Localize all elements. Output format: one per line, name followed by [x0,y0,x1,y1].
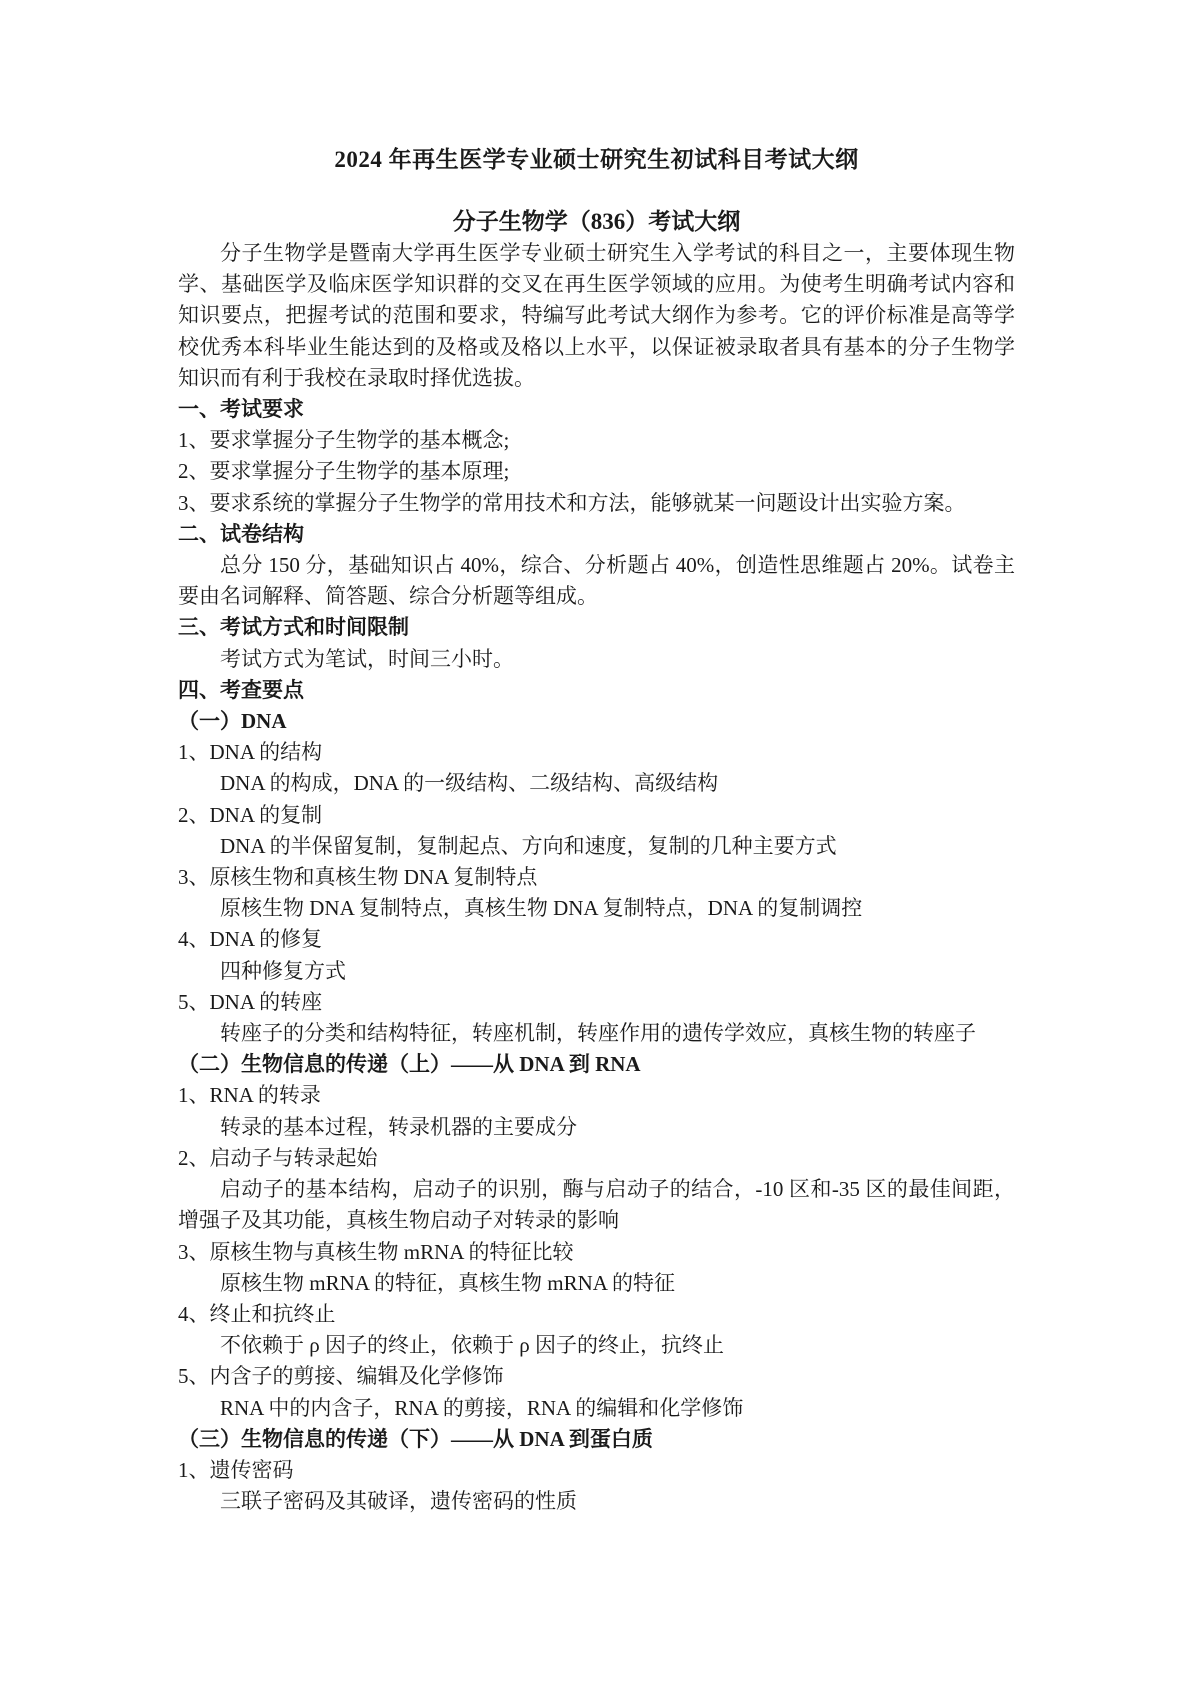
outline-item: 4、终止和抗终止 [178,1301,336,1326]
outline-item: 1、RNA 的转录 [178,1083,321,1108]
outline-detail: 不依赖于 ρ 因子的终止，依赖于 ρ 因子的终止，抗终止 [220,1333,724,1358]
subsection-heading: （二）生物信息的传递（上）——从 DNA 到 RNA [178,1052,641,1077]
outline-detail: 总分 150 分，基础知识占 40%，综合、分析题占 40%，创造性思维题占 20%。试卷主要由名词解释、简答题、综合分析题等组成。 [178,553,1015,609]
page-title: 2024 年再生医学专业硕士研究生初试科目考试大纲 [334,147,859,172]
outline-detail: 原核生物 DNA 复制特点，真核生物 DNA 复制特点，DNA 的复制调控 [220,896,863,921]
outline-item: 3、原核生物和真核生物 DNA 复制特点 [178,865,538,890]
outline-detail: DNA 的半保留复制，复制起点、方向和速度，复制的几种主要方式 [220,833,837,858]
outline-item: 3、原核生物与真核生物 mRNA 的特征比较 [178,1239,574,1264]
outline-item: 4、DNA 的修复 [178,927,323,952]
outline-detail: 原核生物 mRNA 的特征，真核生物 mRNA 的特征 [220,1270,676,1295]
outline-detail: 启动子的基本结构，启动子的识别，酶与启动子的结合，-10 区和-35 区的最佳间距，增强子及其功能，真核生物启动子对转录的影响 [178,1177,1015,1233]
outline-item: 5、内含子的剪接、编辑及化学修饰 [178,1364,504,1389]
outline-item: 1、DNA 的结构 [178,740,323,765]
section-heading: 三、考试方式和时间限制 [178,615,409,640]
outline-item: 2、要求掌握分子生物学的基本原理; [178,459,510,484]
section-heading: 一、考试要求 [178,397,304,422]
section-heading: 二、试卷结构 [178,521,304,546]
outline-detail: DNA 的构成，DNA 的一级结构、二级结构、高级结构 [220,771,719,796]
outline-detail: 四种修复方式 [220,958,346,983]
outline [178,394,1015,1517]
outline-detail: 转录的基本过程，转录机器的主要成分 [220,1114,577,1139]
outline-item: 3、要求系统的掌握分子生物学的常用技术和方法，能够就某一问题设计出实验方案。 [178,490,966,515]
outline-item: 2、DNA 的复制 [178,802,323,827]
outline-item: 5、DNA 的转座 [178,989,323,1014]
intro-paragraph: 分子生物学是暨南大学再生医学专业硕士研究生入学考试的科目之一，主要体现生物学、基础医学及临床医学知识群的交叉在再生医学领域的应用。为使考生明确考试内容和知识要点，把握考试的范围和要求，特编写此考试大纲作为参考。它的评价标准是高等学校优秀本科毕业生能达到的及格或及格以上水平，以保证被录取者具有基本的分子生物学知识而有利于我校在录取时择优选拔。 [178,241,1015,390]
outline-item: 1、要求掌握分子生物学的基本概念; [178,428,510,453]
outline-item: 2、启动子与转录起始 [178,1145,378,1170]
subsection-heading: （一）DNA [178,709,287,734]
outline-detail: 转座子的分类和结构特征，转座机制，转座作用的遗传学效应，真核生物的转座子 [220,1021,976,1046]
outline-item: 1、遗传密码 [178,1457,294,1482]
outline-detail: 考试方式为笔试，时间三小时。 [220,646,514,671]
outline-detail: RNA 中的内含子，RNA 的剪接，RNA 的编辑和化学修饰 [220,1395,744,1420]
page-subtitle: 分子生物学（836）考试大纲 [452,209,741,234]
subsection-heading: （三）生物信息的传递（下）——从 DNA 到蛋白质 [178,1426,653,1451]
section-heading: 四、考查要点 [178,677,304,702]
outline-detail: 三联子密码及其破译，遗传密码的性质 [220,1489,577,1514]
